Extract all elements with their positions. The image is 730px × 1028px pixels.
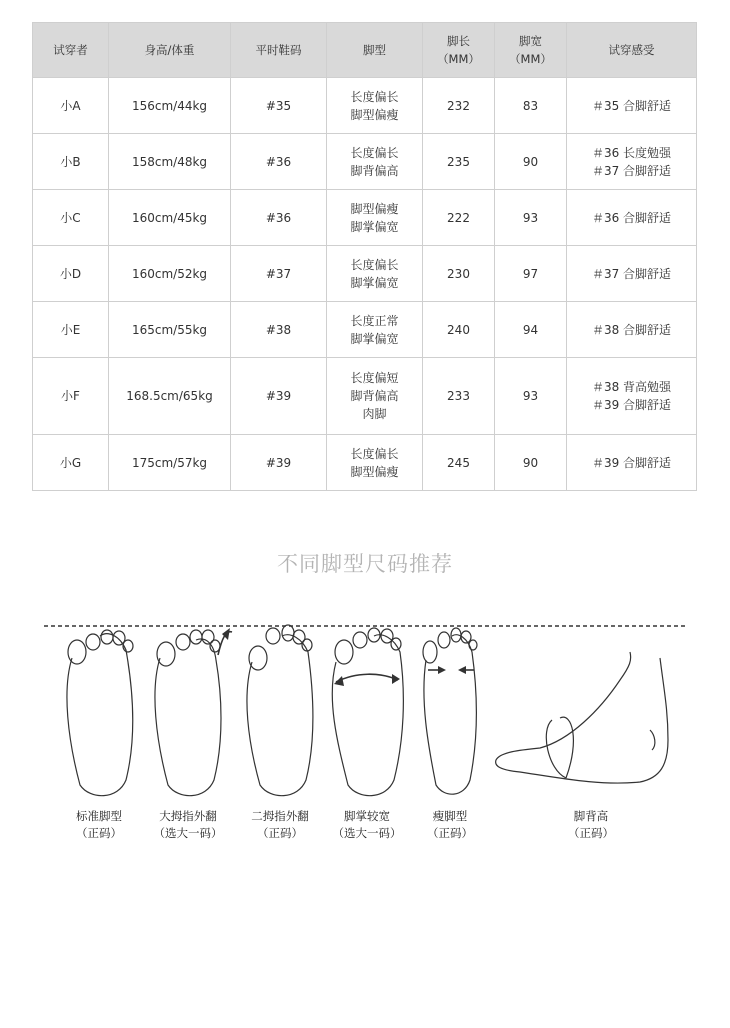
cell-foot-width: 93	[495, 190, 567, 246]
foot-slim	[423, 628, 477, 794]
label-bunion: 大拇指外翻 （选大一码）	[153, 809, 223, 840]
cell-height-weight: 160cm/45kg	[109, 190, 231, 246]
header-foot-width: 脚宽 （MM）	[495, 23, 567, 78]
cell-tester: 小A	[33, 78, 109, 134]
table-row	[33, 246, 697, 302]
cell-usual-size: #35	[231, 78, 327, 134]
cell-height-weight: 175cm/57kg	[109, 435, 231, 491]
cell-usual-size: #37	[231, 246, 327, 302]
foot-bunion	[155, 628, 232, 796]
cell-foot-length: 232	[423, 78, 495, 134]
cell-foot-width: 94	[495, 302, 567, 358]
foot-standard	[67, 630, 133, 796]
cell-foot-shape: 长度偏长 脚背偏高	[327, 134, 423, 190]
foot-second-toe	[247, 625, 313, 796]
cell-height-weight: 165cm/55kg	[109, 302, 231, 358]
cell-tester: 小D	[33, 246, 109, 302]
cell-usual-size: #36	[231, 134, 327, 190]
cell-foot-width: 90	[495, 134, 567, 190]
label-second-toe: 二拇指外翻 （正码）	[251, 809, 309, 840]
table-header-row	[33, 23, 697, 78]
section-title: 不同脚型尺码推荐	[277, 552, 453, 576]
cell-tester: 小F	[33, 358, 109, 435]
cell-usual-size: #36	[231, 190, 327, 246]
cell-feel: ＃37 合脚舒适	[567, 246, 697, 302]
cell-height-weight: 158cm/48kg	[109, 134, 231, 190]
cell-feel: ＃38 合脚舒适	[567, 302, 697, 358]
label-slim: 瘦脚型 （正码）	[427, 809, 473, 840]
cell-feel: ＃36 长度勉强 ＃37 合脚舒适	[567, 134, 697, 190]
cell-foot-shape: 长度正常 脚掌偏宽	[327, 302, 423, 358]
cell-foot-width: 83	[495, 78, 567, 134]
foot-type-labels	[0, 808, 730, 848]
cell-foot-shape: 脚型偏瘦 脚掌偏宽	[327, 190, 423, 246]
cell-height-weight: 156cm/44kg	[109, 78, 231, 134]
cell-height-weight: 168.5cm/65kg	[109, 358, 231, 435]
label-high-instep: 脚背高 （正码）	[568, 809, 614, 840]
foot-wide	[332, 628, 403, 796]
header-feel: 试穿感受	[567, 23, 697, 78]
cell-tester: 小B	[33, 134, 109, 190]
header-height-weight: 身高/体重	[109, 23, 231, 78]
cell-usual-size: #38	[231, 302, 327, 358]
cell-feel: ＃36 合脚舒适	[567, 190, 697, 246]
cell-foot-shape: 长度偏短 脚背偏高 肉脚	[327, 358, 423, 435]
label-wide: 脚掌较宽 （选大一码）	[332, 809, 402, 840]
table-row	[33, 358, 697, 435]
header-foot-shape: 脚型	[327, 23, 423, 78]
cell-foot-shape: 长度偏长 脚型偏瘦	[327, 78, 423, 134]
cell-foot-length: 240	[423, 302, 495, 358]
cell-tester: 小E	[33, 302, 109, 358]
cell-foot-length: 235	[423, 134, 495, 190]
header-tester: 试穿者	[33, 23, 109, 78]
cell-foot-length: 222	[423, 190, 495, 246]
header-usual-size: 平时鞋码	[231, 23, 327, 78]
cell-foot-length: 245	[423, 435, 495, 491]
table-row	[33, 302, 697, 358]
cell-foot-width: 93	[495, 358, 567, 435]
cell-feel: ＃38 背高勉强 ＃39 合脚舒适	[567, 358, 697, 435]
table-row	[33, 435, 697, 491]
cell-foot-width: 97	[495, 246, 567, 302]
cell-foot-width: 90	[495, 435, 567, 491]
table-row	[33, 134, 697, 190]
cell-tester: 小G	[33, 435, 109, 491]
cell-tester: 小C	[33, 190, 109, 246]
cell-height-weight: 160cm/52kg	[109, 246, 231, 302]
foot-high-instep	[496, 652, 668, 783]
cell-feel: ＃39 合脚舒适	[567, 435, 697, 491]
label-standard: 标准脚型 （正码）	[76, 809, 122, 840]
cell-feel: ＃35 合脚舒适	[567, 78, 697, 134]
cell-usual-size: #39	[231, 358, 327, 435]
header-foot-length: 脚长 （MM）	[423, 23, 495, 78]
cell-foot-shape: 长度偏长 脚掌偏宽	[327, 246, 423, 302]
fit-test-table	[32, 22, 697, 491]
table-row	[33, 190, 697, 246]
cell-usual-size: #39	[231, 435, 327, 491]
table-row	[33, 78, 697, 134]
cell-foot-shape: 长度偏长 脚型偏瘦	[327, 435, 423, 491]
cell-foot-length: 230	[423, 246, 495, 302]
cell-foot-length: 233	[423, 358, 495, 435]
